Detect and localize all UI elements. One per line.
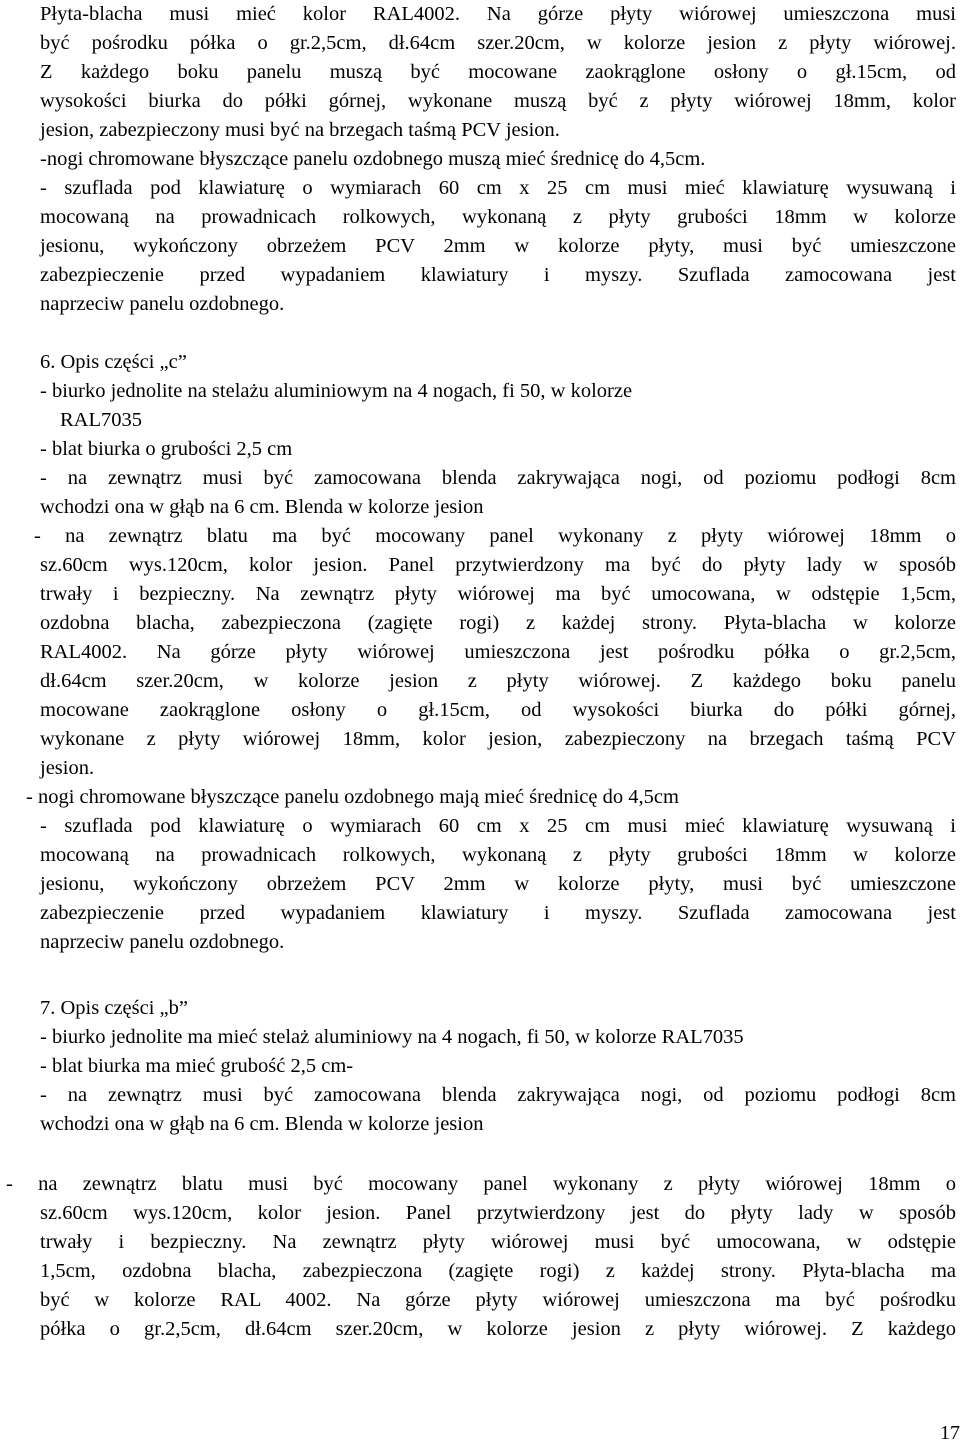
paragraph-line: Płyta-blacha musi mieć kolor RAL4002. Na górze płyty wiórowej umieszczona musi [40, 3, 956, 25]
paragraph-line: trwały i bezpieczny. Na zewnątrz płyty wiórowej ma być umocowana, w odstępie 1,5cm, [40, 583, 956, 605]
paragraph-line: półka o gr.2,5cm, dł.64cm szer.20cm, w kolorze jesion z płyty wiórowej. Z każdego [40, 1318, 956, 1340]
paragraph-line: mocowaną na prowadnicach rolkowych, wykonaną z płyty grubości 18mm w kolorze [40, 206, 956, 228]
paragraph-line: - blat biurka ma mieć grubość 2,5 cm- [40, 1055, 354, 1077]
paragraph-line: ozdobna blacha, zabezpieczona (zagięte rogi) z każdej strony. Płyta-blacha w kolorze [40, 612, 956, 634]
paragraph-line: sz.60cm wys.120cm, kolor jesion. Panel przytwierdzony jest do płyty lady w sposób [40, 1202, 956, 1224]
paragraph-line: naprzeciw panelu ozdobnego. [40, 293, 285, 315]
paragraph-line: być pośrodku półka o gr.2,5cm, dł.64cm szer.20cm, w kolorze jesion z płyty wiórowej. [40, 32, 956, 54]
paragraph-line: RAL7035 [60, 409, 142, 431]
paragraph-line: - na zewnątrz musi być zamocowana blenda zakrywająca nogi, od poziomu podłogi 8cm [40, 467, 956, 489]
paragraph-line: - biurko jednolite ma mieć stelaż aluminiowy na 4 nogach, fi 50, w kolorze RAL7035 [40, 1026, 744, 1048]
paragraph-line: - na zewnątrz musi być zamocowana blenda zakrywająca nogi, od poziomu podłogi 8cm [40, 1084, 956, 1106]
paragraph-line: jesion. [40, 757, 95, 779]
paragraph-line: zabezpieczenie przed wypadaniem klawiatury i myszy. Szuflada zamocowana jest [40, 902, 956, 924]
paragraph-line: jesion, zabezpieczony musi być na brzegach taśmą PCV jesion. [40, 119, 560, 141]
paragraph-line: być w kolorze RAL 4002. Na górze płyty wiórowej umieszczona ma być pośrodku [40, 1289, 956, 1311]
paragraph-line: jesionu, wykończony obrzeżem PCV 2mm w kolorze płyty, musi być umieszczone [40, 873, 956, 895]
section-heading: 7. Opis części „b” [40, 997, 188, 1019]
paragraph-line: naprzeciw panelu ozdobnego. [40, 931, 285, 953]
paragraph-line: RAL4002. Na górze płyty wiórowej umieszczona jest pośrodku półka o gr.2,5cm, [40, 641, 956, 663]
paragraph-line: Z każdego boku panelu muszą być mocowane zaokrąglone osłony o gł.15cm, od [40, 61, 956, 83]
paragraph-line: - blat biurka o grubości 2,5 cm [40, 438, 293, 460]
paragraph-line: zabezpieczenie przed wypadaniem klawiatury i myszy. Szuflada zamocowana jest [40, 264, 956, 286]
paragraph-line: jesionu, wykończony obrzeżem PCV 2mm w kolorze płyty, musi być umieszczone [40, 235, 956, 257]
paragraph-line: - na zewnątrz blatu musi być mocowany panel wykonany z płyty wiórowej 18mm o [6, 1173, 956, 1195]
page-number: 17 [940, 1422, 960, 1444]
paragraph-line: dł.64cm szer.20cm, w kolorze jesion z płyty wiórowej. Z każdego boku panelu [40, 670, 956, 692]
paragraph-line: 1,5cm, ozdobna blacha, zabezpieczona (zagięte rogi) z każdej strony. Płyta-blacha ma [40, 1260, 956, 1282]
paragraph-line: - na zewnątrz blatu ma być mocowany panel wykonany z płyty wiórowej 18mm o [34, 525, 956, 547]
section-heading: 6. Opis części „c” [40, 351, 187, 373]
paragraph-line: - szuflada pod klawiaturę o wymiarach 60 cm x 25 cm musi mieć klawiaturę wysuwaną i [40, 815, 956, 837]
paragraph-line: - szuflada pod klawiaturę o wymiarach 60 cm x 25 cm musi mieć klawiaturę wysuwaną i [40, 177, 956, 199]
paragraph-line: wysokości biurka do półki górnej, wykonane muszą być z płyty wiórowej 18mm, kolor [40, 90, 956, 112]
paragraph-line: wchodzi ona w głąb na 6 cm. Blenda w kolorze jesion [40, 1113, 484, 1135]
paragraph-line: trwały i bezpieczny. Na zewnątrz płyty wiórowej musi być umocowana, w odstępie [40, 1231, 956, 1253]
paragraph-line: -nogi chromowane błyszczące panelu ozdobnego muszą mieć średnicę do 4,5cm. [40, 148, 706, 170]
paragraph-line: - biurko jednolite na stelażu aluminiowym na 4 nogach, fi 50, w kolorze [40, 380, 633, 402]
paragraph-line: wykonane z płyty wiórowej 18mm, kolor jesion, zabezpieczony na brzegach taśmą PCV [40, 728, 956, 750]
paragraph-line: sz.60cm wys.120cm, kolor jesion. Panel przytwierdzony ma być do płyty lady w sposób [40, 554, 956, 576]
paragraph-line: wchodzi ona w głąb na 6 cm. Blenda w kolorze jesion [40, 496, 484, 518]
paragraph-line: mocowaną na prowadnicach rolkowych, wykonaną z płyty grubości 18mm w kolorze [40, 844, 956, 866]
paragraph-line: mocowane zaokrąglone osłony o gł.15cm, od wysokości biurka do półki górnej, [40, 699, 956, 721]
paragraph-line: - nogi chromowane błyszczące panelu ozdobnego mają mieć średnicę do 4,5cm [26, 786, 679, 808]
